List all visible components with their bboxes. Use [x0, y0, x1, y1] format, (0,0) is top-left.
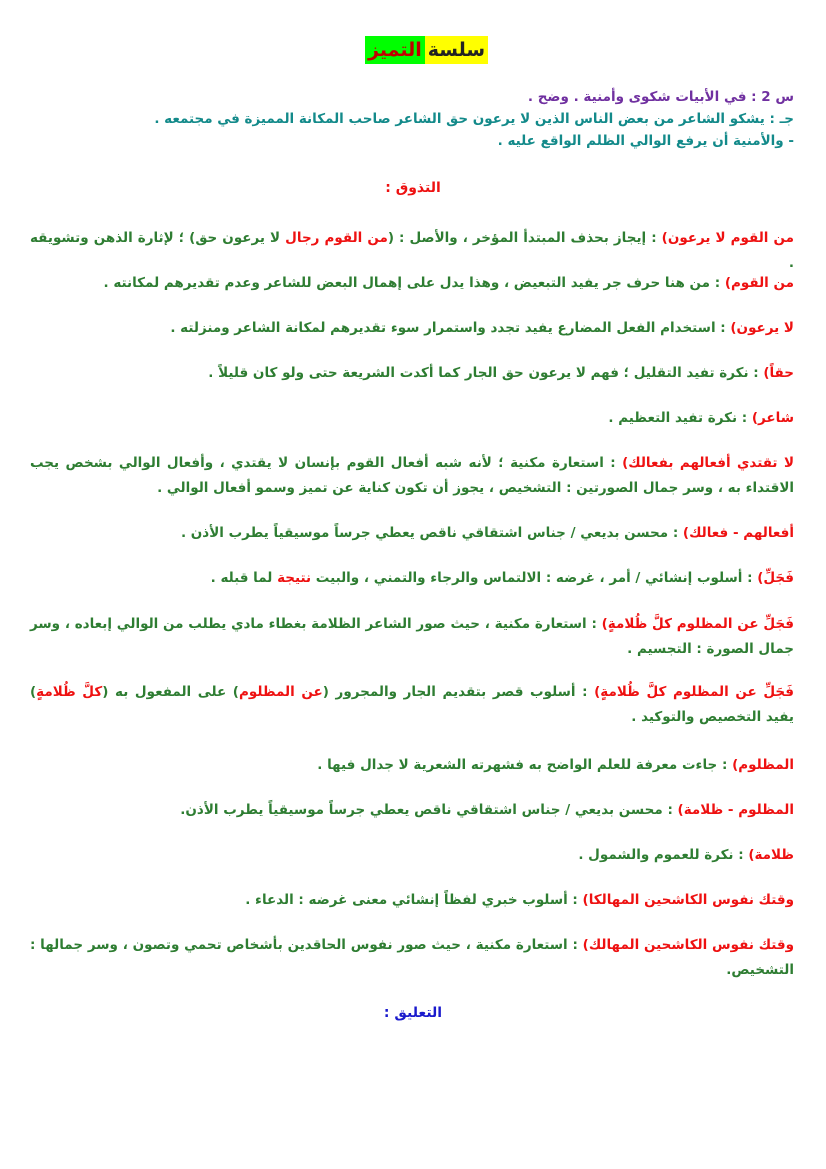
- page-title: [365, 36, 488, 64]
- item-term: لا تقتدي أفعالهم بفعالك): [622, 455, 794, 471]
- item-term: وقتك نفوس الكاشحين المهالك): [582, 937, 795, 953]
- item-term: فَجَلِّ عن المظلوم كلَّ ظُلامةٍ): [601, 616, 794, 632]
- list-item: فَجَلِّ عن المظلوم كلَّ ظُلامةٍ) : أسلوب قصر بتقديم الجار والمجرور (عن المظلوم) على المفعول به (كلَّ ظُلامةٍ) يفيد التخصيص والتوكيد .: [30, 684, 794, 725]
- title-excellence-word: التميز: [365, 36, 425, 64]
- item-term: فَجَلِّ عن المظلوم كلَّ ظُلامةٍ): [594, 684, 794, 700]
- item-highlight: عن المظلوم: [238, 684, 323, 700]
- list-item: شاعر) : نكرة تفيد التعظيم .: [608, 410, 794, 426]
- list-item: وقتك نفوس الكاشحين المهالكا) : أسلوب خبري لفظاً إنشائي معنى غرضه : الدعاء .: [245, 892, 794, 908]
- list-item: لا يرعون) : استخدام الفعل المضارع يفيد تجدد واستمرار سوء تقديرهم لمكانة الشاعر ومنزلته .: [170, 320, 794, 336]
- answer-line-1: جـ : يشكو الشاعر من بعض الناس الذين لا يرعون حق الشاعر صاحب المكانة المميزة في مجتمعه .: [154, 111, 794, 127]
- list-item: المظلوم) : جاءت معرفة للعلم الواضح به فشهرته الشعرية لا جدال فيها .: [317, 757, 794, 773]
- list-item: من القوم) : من هنا حرف جر يفيد التبعيض ، وهذا يدل على إهمال البعض للشاعر وعدم تقديرهم لمكانته .: [103, 275, 794, 291]
- item-term: المظلوم): [732, 757, 794, 773]
- item-term: شاعر): [751, 410, 794, 426]
- list-item: لا تقتدي أفعالهم بفعالك) : استعارة مكنية ؛ لأنه شبه أفعال القوم بإنسان لا يقتدي ، وأفعال الوالي بشخص يجب الاقتداء به ، وسر جمال الصورتين : التشخيص ، يجوز أن تكون كناية عن تميز وسمو أفعال الوالي .: [30, 455, 794, 496]
- section-heading-comment: التعليق :: [383, 1005, 443, 1021]
- section-heading-tasting: التذوق :: [385, 180, 441, 196]
- list-item: المظلوم - ظلامة) : محسن بديعي / جناس اشتقاقي ناقص يعطي جرساً موسيقياً يطرب الأذن.: [180, 802, 794, 818]
- item-term: فَجَلِّ): [757, 570, 794, 586]
- list-item: من القوم لا يرعون) : إيجاز بحذف المبتدأ المؤخر ، والأصل : (من القوم رجال لا يرعون حق) ؛ لإثارة الذهن وتشويقه .: [30, 230, 794, 271]
- item-term: وقتك نفوس الكاشحين المهالكا): [582, 892, 794, 908]
- item-term: ظلامة): [748, 847, 794, 863]
- list-item: ظلامة) : نكرة للعموم والشمول .: [578, 847, 794, 863]
- item-highlight: كلَّ ظُلامةٍ: [36, 684, 103, 700]
- list-item: وقتك نفوس الكاشحين المهالك) : استعارة مكنية ، حيث صور نفوس الحاقدين بأشخاص تحمي وتصون ، وسر جمالها : التشخيص.: [30, 937, 795, 978]
- item-term: من القوم): [724, 275, 794, 291]
- item-term: حقاً): [763, 365, 794, 381]
- question-label: س 2 : في الأبيات شكوى وأمنية . وضح .: [527, 89, 794, 105]
- item-term: من القوم لا يرعون): [661, 230, 794, 246]
- item-term: لا يرعون): [730, 320, 794, 336]
- list-item: فَجَلِّ عن المظلوم كلَّ ظُلامةٍ) : استعارة مكنية ، حيث صور الشاعر الظلامة بغطاء مادي يطلب من الوالي إبعاده ، وسر جمال الصورة : التجسيم .: [30, 616, 794, 657]
- list-item: حقاً) : نكرة تفيد التقليل ؛ فهم لا يرعون حق الجار كما أكدت الشريعة حتى ولو كان قليلاً .: [208, 365, 794, 381]
- item-highlight: نتيجة: [277, 570, 312, 586]
- list-item: فَجَلِّ) : أسلوب إنشائي / أمر ، غرضه : الالتماس والرجاء والتمني ، والبيت نتيجة لما قبله .: [210, 570, 794, 586]
- item-highlight: من القوم رجال: [285, 230, 388, 246]
- item-term: أفعالهم - فعالك): [682, 525, 794, 541]
- title-series-word: سلسة: [425, 36, 488, 64]
- item-term: المظلوم - ظلامة): [677, 802, 794, 818]
- answer-line-2: - والأمنية أن يرفع الوالي الظلم الواقع عليه .: [497, 133, 794, 149]
- list-item: أفعالهم - فعالك) : محسن بديعي / جناس اشتقاقي ناقص يعطي جرساً موسيقياً يطرب الأذن .: [180, 525, 794, 541]
